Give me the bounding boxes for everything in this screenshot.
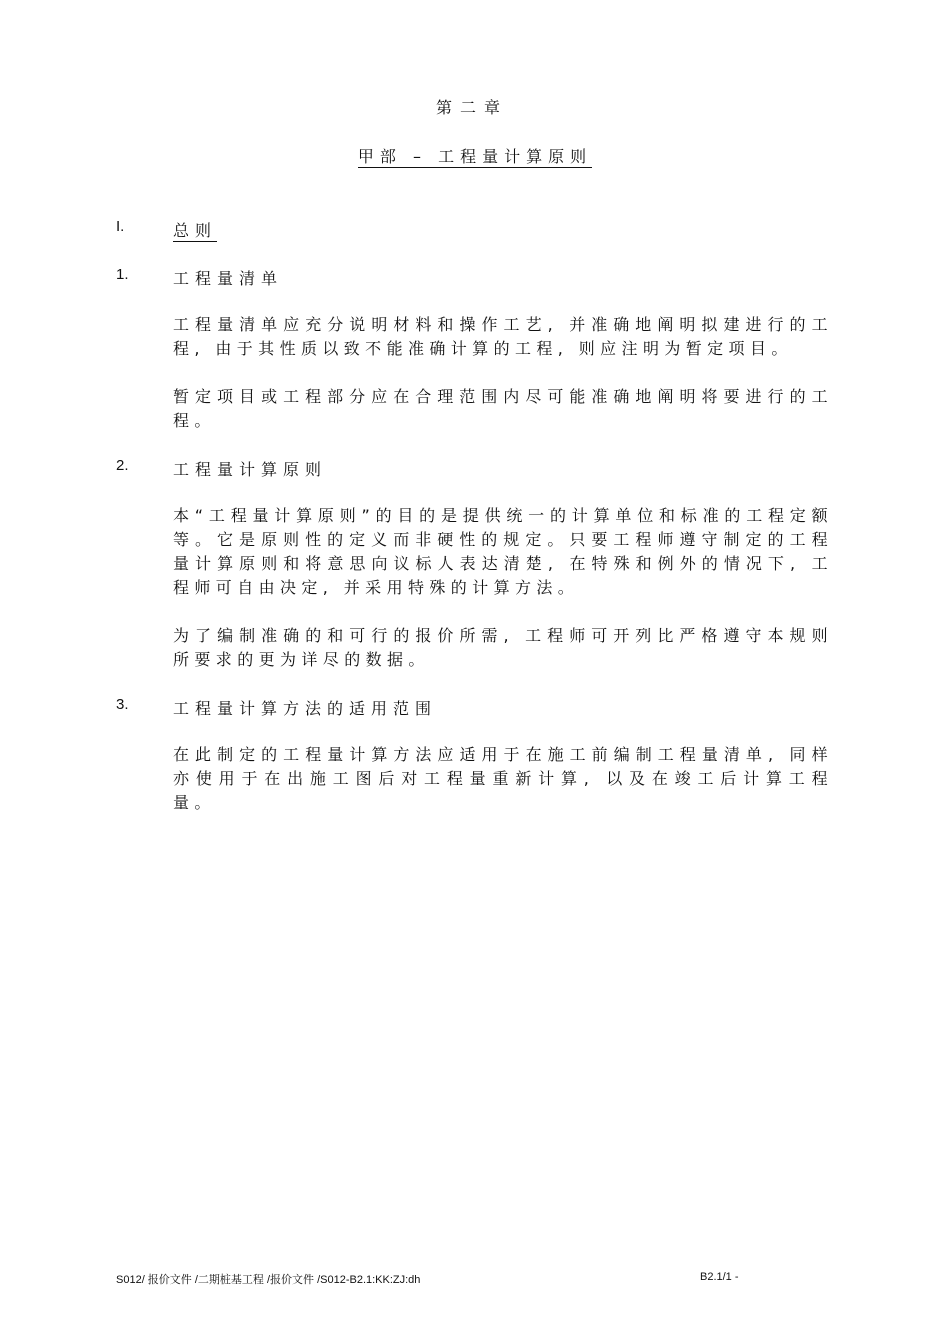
section-heading-text: 总则 bbox=[173, 221, 218, 240]
paragraph: 暂定项目或工程部分应在合理范围内尽可能准确地阐明将要进行的工程。 bbox=[173, 387, 833, 430]
section-heading: 工程量计算方法的适用范围 bbox=[173, 699, 438, 718]
paragraph: 在此制定的工程量计算方法应适用于在施工前编制工程量清单, 同样亦使用于在出施工图后对工程量重新计算, 以及在竣工后计算工程量。 bbox=[173, 745, 833, 812]
paragraph: 为了编制准确的和可行的报价所需, 工程师可开列比严格遵守本规则所要求的更为详尽的数据。 bbox=[173, 626, 833, 669]
part-title-text: 甲部 – 工程量计算原则 bbox=[357, 147, 593, 166]
section-number: 2. bbox=[116, 457, 129, 474]
footer-page-ref: B2.1/1 - bbox=[700, 1271, 739, 1283]
section-number: 3. bbox=[116, 696, 129, 713]
section-number: 1. bbox=[116, 266, 129, 283]
section-number: I. bbox=[116, 218, 125, 235]
part-title bbox=[0, 144, 950, 167]
section-heading: 工程量清单 bbox=[173, 269, 284, 288]
chapter-heading: 第二章 bbox=[435, 98, 508, 117]
section-heading: 工程量计算原则 bbox=[173, 460, 328, 479]
footer-file-path: S012/ 报价文件 /二期桩基工程 /报价文件 /S012-B2.1:KK:ZJ:dh bbox=[116, 1274, 421, 1286]
paragraph: 工程量清单应充分说明材料和操作工艺, 并准确地阐明拟建进行的工程, 由于其性质以致不能准确计算的工程, 则应注明为暂定项目。 bbox=[173, 315, 833, 358]
paragraph: 本“工程量计算原则”的目的是提供统一的计算单位和标准的工程定额等。它是原则性的定义而非硬性的规定。只要工程师遵守制定的工程量计算原则和将意思向议标人表达清楚, 在特殊和例外的情况下, 工程师可自由决定, 并采用特殊的计算方法。 bbox=[173, 506, 833, 597]
section-heading bbox=[173, 218, 217, 241]
